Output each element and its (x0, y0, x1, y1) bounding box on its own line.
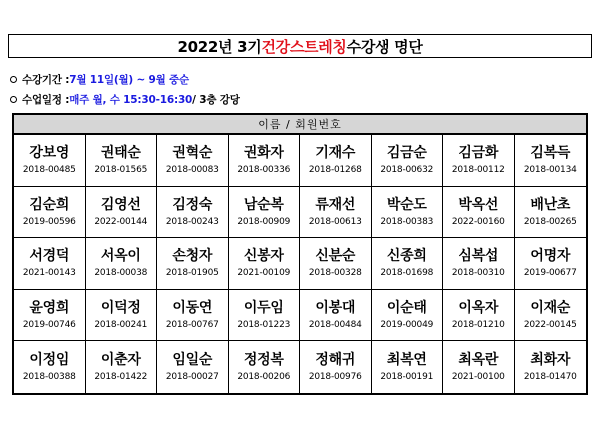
member-number: 2018-00083 (165, 165, 219, 176)
table-cell (86, 187, 158, 239)
period-value: 7월 11일(월) ~ 9월 중순 (69, 74, 189, 86)
member-number: 2019-00677 (523, 268, 577, 279)
member-number: 2018-00613 (308, 216, 362, 227)
table-cell (229, 135, 301, 187)
table-cell (86, 135, 158, 187)
member-number: 2018-00632 (380, 165, 434, 176)
member-number: 2018-00134 (523, 165, 577, 176)
member-name: 박순도 (386, 196, 427, 213)
table-cell (86, 341, 158, 393)
table-cell (300, 290, 372, 342)
member-name: 남순복 (243, 196, 284, 213)
member-name: 이순태 (386, 300, 427, 317)
member-name: 신분순 (315, 248, 356, 265)
member-number: 2018-00484 (308, 320, 362, 331)
member-name: 심복섭 (458, 248, 499, 265)
table-cell (300, 187, 372, 239)
table-cell (14, 135, 86, 187)
member-name: 최복연 (386, 352, 427, 369)
table-cell (443, 187, 515, 239)
member-name: 서경덕 (29, 248, 70, 265)
table-cell (229, 290, 301, 342)
table-cell (86, 290, 158, 342)
member-number: 2018-01422 (94, 372, 148, 383)
member-number: 2018-00243 (165, 216, 219, 227)
schedule-label: 수업일정 : (22, 94, 70, 106)
member-number: 2018-00241 (94, 320, 148, 331)
member-name: 어명자 (530, 248, 571, 265)
table-cell (14, 187, 86, 239)
member-number: 2018-00976 (308, 372, 362, 383)
member-name: 이덕정 (100, 300, 141, 317)
member-number: 2019-00596 (22, 216, 76, 227)
member-name: 김정숙 (172, 196, 213, 213)
member-number: 2018-00485 (22, 165, 76, 176)
member-name: 권혁순 (172, 145, 213, 162)
table-cell (229, 341, 301, 393)
member-table (12, 113, 588, 395)
table-cell (300, 341, 372, 393)
schedule-suffix: / 3층 강당 (192, 94, 240, 106)
member-number: 2018-01698 (380, 268, 434, 279)
member-name: 신종희 (386, 248, 427, 265)
table-cell (229, 238, 301, 290)
member-name: 서옥이 (100, 248, 141, 265)
schedule-value: 매주 월, 수 15:30-16:30 (69, 94, 193, 106)
member-name: 임일순 (172, 352, 213, 369)
title-highlight: 건강스트레칭 (261, 37, 347, 56)
table-cell (443, 290, 515, 342)
schedule-info (10, 92, 240, 107)
table-cell (157, 187, 229, 239)
table-cell (157, 290, 229, 342)
member-number: 2018-00310 (451, 268, 505, 279)
table-cell (157, 238, 229, 290)
period-info (10, 72, 189, 87)
member-number: 2018-00388 (22, 372, 76, 383)
member-number: 2018-01565 (94, 165, 148, 176)
member-name: 신봉자 (243, 248, 284, 265)
member-number: 2018-01210 (451, 320, 505, 331)
table-header: 이름 / 회원번호 (14, 115, 586, 135)
table-cell (14, 238, 86, 290)
member-number: 2018-01223 (237, 320, 291, 331)
member-name: 이재순 (530, 300, 571, 317)
member-number: 2022-00144 (94, 216, 148, 227)
member-name: 배난초 (530, 196, 571, 213)
table-cell (372, 341, 444, 393)
table-cell (515, 135, 587, 187)
title-prefix: 2022년 3기 (177, 37, 262, 56)
member-name: 윤영희 (29, 300, 70, 317)
member-number: 2018-01905 (165, 268, 219, 279)
member-number: 2018-01470 (523, 372, 577, 383)
period-label: 수강기간 : (22, 74, 70, 86)
member-number: 2019-00049 (380, 320, 434, 331)
member-name: 이옥자 (458, 300, 499, 317)
member-name: 김영선 (100, 196, 141, 213)
table-cell (515, 238, 587, 290)
member-name: 박옥선 (458, 196, 499, 213)
member-number: 2021-00100 (451, 372, 505, 383)
circle-bullet-icon (10, 76, 17, 83)
member-number: 2018-00206 (237, 372, 291, 383)
member-name: 김순희 (29, 196, 70, 213)
member-name: 김복득 (530, 145, 571, 162)
table-cell (515, 290, 587, 342)
member-number: 2018-00767 (165, 320, 219, 331)
member-number: 2021-00143 (22, 268, 76, 279)
member-name: 김금화 (458, 145, 499, 162)
member-name: 이춘자 (100, 352, 141, 369)
table-cell (372, 290, 444, 342)
table-cell (157, 135, 229, 187)
member-name: 최옥란 (458, 352, 499, 369)
member-name: 기재수 (315, 145, 356, 162)
table-cell (372, 135, 444, 187)
member-number: 2018-00336 (237, 165, 291, 176)
member-number: 2021-00109 (237, 268, 291, 279)
member-name: 이봉대 (315, 300, 356, 317)
table-cell (14, 341, 86, 393)
table-cell (157, 341, 229, 393)
circle-bullet-icon (10, 96, 17, 103)
table-cell (372, 187, 444, 239)
member-name: 권화자 (243, 145, 284, 162)
member-number: 2018-00027 (165, 372, 219, 383)
page-title (8, 34, 592, 58)
table-cell (515, 341, 587, 393)
member-name: 김금순 (386, 145, 427, 162)
member-number: 2018-00038 (94, 268, 148, 279)
member-name: 손청자 (172, 248, 213, 265)
member-number: 2018-00191 (380, 372, 434, 383)
member-name: 이정임 (29, 352, 70, 369)
member-number: 2018-01268 (308, 165, 362, 176)
member-name: 이동연 (172, 300, 213, 317)
member-number: 2018-00265 (523, 216, 577, 227)
table-cell (300, 238, 372, 290)
member-name: 정정복 (243, 352, 284, 369)
member-number: 2022-00145 (523, 320, 577, 331)
table-cell (443, 341, 515, 393)
member-number: 2018-00112 (451, 165, 505, 176)
member-name: 최화자 (530, 352, 571, 369)
member-name: 이두임 (243, 300, 284, 317)
table-cell (372, 238, 444, 290)
member-name: 류재선 (315, 196, 356, 213)
member-number: 2018-00383 (380, 216, 434, 227)
table-cell (229, 187, 301, 239)
member-name: 정해귀 (315, 352, 356, 369)
table-cell (300, 135, 372, 187)
table-cell (515, 187, 587, 239)
member-number: 2019-00746 (22, 320, 76, 331)
table-cell (14, 290, 86, 342)
member-name: 권태순 (100, 145, 141, 162)
table-cell (443, 238, 515, 290)
member-name: 강보영 (29, 145, 70, 162)
table-cell (86, 238, 158, 290)
member-number: 2018-00909 (237, 216, 291, 227)
title-suffix: 수강생 명단 (346, 37, 423, 56)
member-number: 2018-00328 (308, 268, 362, 279)
table-cell (443, 135, 515, 187)
member-number: 2022-00160 (451, 216, 505, 227)
